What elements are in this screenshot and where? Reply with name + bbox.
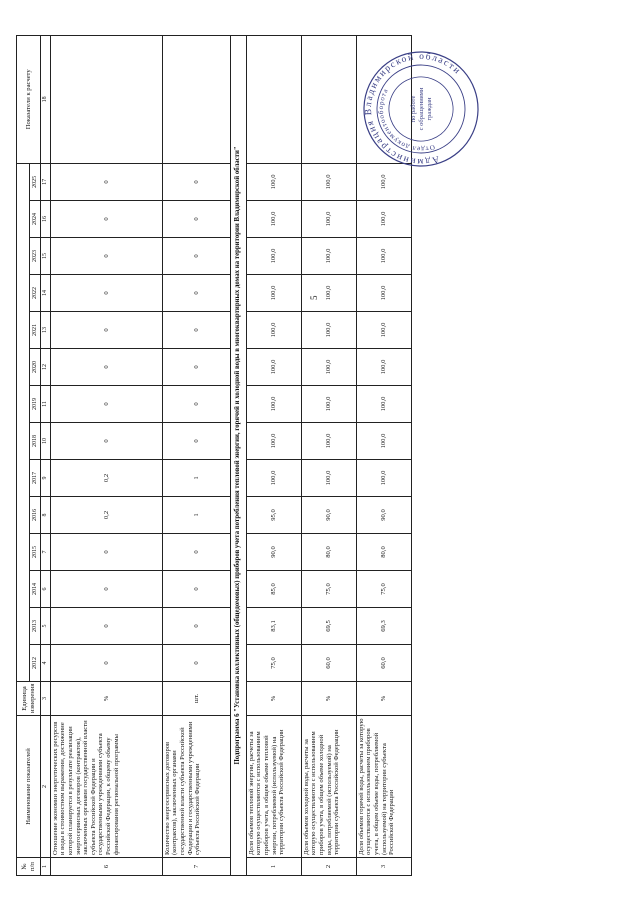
row-value: 0	[50, 238, 162, 275]
column-index: 4	[41, 645, 51, 682]
row-value: 100,0	[301, 423, 356, 460]
row-num: 7	[162, 858, 230, 876]
row-value: 100,0	[246, 238, 301, 275]
row-value: 90,0	[246, 534, 301, 571]
column-index: 3	[41, 682, 51, 716]
row-value: 0	[162, 238, 230, 275]
stamp-center-line2: с обращениями	[418, 87, 425, 131]
row-value: 100,0	[356, 460, 411, 497]
row-value: 100,0	[246, 386, 301, 423]
header-year: 2014	[30, 571, 41, 608]
row-unit: %	[301, 682, 356, 716]
column-index: 12	[41, 349, 51, 386]
official-stamp	[362, 50, 480, 168]
page-number: 5	[309, 295, 319, 300]
row-value: 100,0	[246, 349, 301, 386]
header-target: Показатели к расчету	[17, 35, 41, 163]
row-value: 0	[50, 571, 162, 608]
row-name: Доля объемов горячей воды, расчеты за которую осуществляются с использованием приборов учета, в общем объеме воды, потребляемой (используемой) на территории субъекта Российской Федерации	[356, 716, 411, 858]
row-target	[301, 35, 356, 163]
row-value: 83,1	[246, 608, 301, 645]
header-year: 2022	[30, 275, 41, 312]
row-value: 0	[162, 423, 230, 460]
column-index: 9	[41, 460, 51, 497]
row-value: 0	[50, 163, 162, 200]
column-index: 16	[41, 201, 51, 238]
row-value: 100,0	[356, 349, 411, 386]
header-year: 2016	[30, 497, 41, 534]
row-unit: %	[50, 682, 162, 716]
row-value: 100,0	[356, 163, 411, 200]
row-value: 100,0	[246, 275, 301, 312]
header-unit: Единица измерения	[17, 682, 41, 716]
row-value: 100,0	[301, 312, 356, 349]
row-value: 100,0	[246, 423, 301, 460]
row-value: 1	[162, 497, 230, 534]
header-year: 2017	[30, 460, 41, 497]
row-target	[162, 35, 230, 163]
row-value: 0	[50, 645, 162, 682]
row-value: 0	[162, 163, 230, 200]
row-value: 90,0	[301, 497, 356, 534]
row-value: 0	[50, 423, 162, 460]
header-year: 2019	[30, 386, 41, 423]
column-index: 17	[41, 163, 51, 200]
row-unit: %	[356, 682, 411, 716]
column-index: 18	[41, 35, 51, 163]
table-row	[162, 35, 230, 875]
row-name: Доля объемов холодной воды, расчеты за которую осуществляются с использованием приборов учета, в общем объеме холодной воды, потребляемой (используемой) на территории субъекта Российской Федерации	[301, 716, 356, 858]
row-value: 100,0	[301, 386, 356, 423]
stamp-inner-text: Отдел документооборота	[376, 86, 436, 154]
row-name: Отношение экономии энергетических ресурсов и воды в стоимостном выражении, достижение которой планируется в результате реализации энергосервисных договоров (контрактов), заключенных органами государственной власти субъекта Российской Федерации и государственными учреждениями субъекта Российской Федерации, к общему объему финансирования региональной программы	[50, 716, 162, 858]
header-year: 2020	[30, 349, 41, 386]
header-year: 2021	[30, 312, 41, 349]
row-value: 100,0	[356, 312, 411, 349]
row-num: 2	[301, 858, 356, 876]
table-row	[301, 35, 356, 875]
row-name: Доля объемов тепловой энергии, расчеты за которую осуществляются с использованием приборов учета, в общем объеме тепловой энергии, потребляемой (используемой) на территории субъекта Российской Федерации	[246, 716, 301, 858]
column-index: 6	[41, 571, 51, 608]
header-num: № п/п	[17, 858, 41, 876]
header-year: 2024	[30, 201, 41, 238]
row-num: 6	[50, 858, 162, 876]
header-year: 2025	[30, 163, 41, 200]
column-index: 10	[41, 423, 51, 460]
row-value: 100,0	[301, 275, 356, 312]
row-value: 100,0	[246, 201, 301, 238]
row-value: 0	[50, 201, 162, 238]
column-index: 1	[41, 858, 51, 876]
row-value: 0	[162, 201, 230, 238]
row-value: 0	[162, 645, 230, 682]
row-value: 100,0	[246, 312, 301, 349]
row-value: 0	[162, 608, 230, 645]
stamp-center-line1: по работе	[410, 95, 417, 123]
indicators-table	[16, 35, 412, 876]
stamp-center-line3: граждан	[426, 97, 433, 121]
row-value: 0	[162, 571, 230, 608]
row-unit: шт.	[162, 682, 230, 716]
row-value: 0	[50, 349, 162, 386]
header-year: 2018	[30, 423, 41, 460]
row-num: 3	[356, 858, 411, 876]
column-index: 13	[41, 312, 51, 349]
row-value: 100,0	[356, 238, 411, 275]
row-value: 0	[162, 386, 230, 423]
row-value: 69,5	[301, 608, 356, 645]
header-year: 2015	[30, 534, 41, 571]
column-index: 2	[41, 716, 51, 858]
table-row	[246, 35, 301, 875]
row-value: 0	[50, 386, 162, 423]
row-name: Количество энергосервисных договоров (контрактов), заключенных органами государственной власти субъекта Российской Федерации и государственными учреждениями субъекта Российской Федерации	[162, 716, 230, 858]
row-value: 80,0	[301, 534, 356, 571]
row-value: 0	[50, 312, 162, 349]
row-value: 60,0	[356, 645, 411, 682]
row-value: 100,0	[246, 163, 301, 200]
row-value: 75,0	[301, 571, 356, 608]
column-index-row	[41, 35, 51, 875]
table-row	[50, 35, 162, 875]
column-index: 11	[41, 386, 51, 423]
row-value: 90,0	[356, 497, 411, 534]
header-year: 2012	[30, 645, 41, 682]
row-value: 100,0	[356, 201, 411, 238]
row-value: 100,0	[246, 460, 301, 497]
header-years-group	[17, 163, 30, 681]
subprogram-row	[230, 35, 246, 875]
rotated-sheet	[16, 36, 401, 876]
row-value: 75,0	[356, 571, 411, 608]
row-value: 75,0	[246, 645, 301, 682]
column-index: 7	[41, 534, 51, 571]
row-value: 100,0	[301, 238, 356, 275]
row-value: 100,0	[356, 275, 411, 312]
row-unit: %	[246, 682, 301, 716]
row-value: 0	[50, 275, 162, 312]
row-value: 1	[162, 460, 230, 497]
row-value: 100,0	[301, 349, 356, 386]
header-year: 2013	[30, 608, 41, 645]
column-index: 14	[41, 275, 51, 312]
subprogram-title: Подпрограмма 6 "Установка коллективных (общедомовых) приборов учета потребления тепловой энергии, горячей и холодной воды в многоквартирных домах на территории Владимирской области"	[230, 35, 246, 875]
row-value: 100,0	[356, 386, 411, 423]
row-value: 0	[50, 534, 162, 571]
column-index: 8	[41, 497, 51, 534]
row-value: 69,3	[356, 608, 411, 645]
row-value: 0	[162, 534, 230, 571]
column-index: 15	[41, 238, 51, 275]
header-name: Наименование показателей	[17, 716, 41, 858]
row-value: 95,0	[246, 497, 301, 534]
row-value: 0,2	[50, 497, 162, 534]
row-value: 0	[162, 349, 230, 386]
row-num: 1	[246, 858, 301, 876]
table-body	[50, 35, 411, 875]
row-value: 60,0	[301, 645, 356, 682]
row-value: 100,0	[301, 201, 356, 238]
row-value: 85,0	[246, 571, 301, 608]
row-value: 100,0	[301, 163, 356, 200]
row-value: 0,2	[50, 460, 162, 497]
stamp-outer-text: Администрация Владимирской области	[363, 51, 463, 167]
row-target	[246, 35, 301, 163]
header-year: 2023	[30, 238, 41, 275]
row-value: 100,0	[356, 423, 411, 460]
row-value: 0	[162, 312, 230, 349]
column-index: 5	[41, 608, 51, 645]
row-value: 0	[162, 275, 230, 312]
row-value: 80,0	[356, 534, 411, 571]
row-value: 100,0	[301, 460, 356, 497]
row-value: 0	[50, 608, 162, 645]
row-target	[50, 35, 162, 163]
